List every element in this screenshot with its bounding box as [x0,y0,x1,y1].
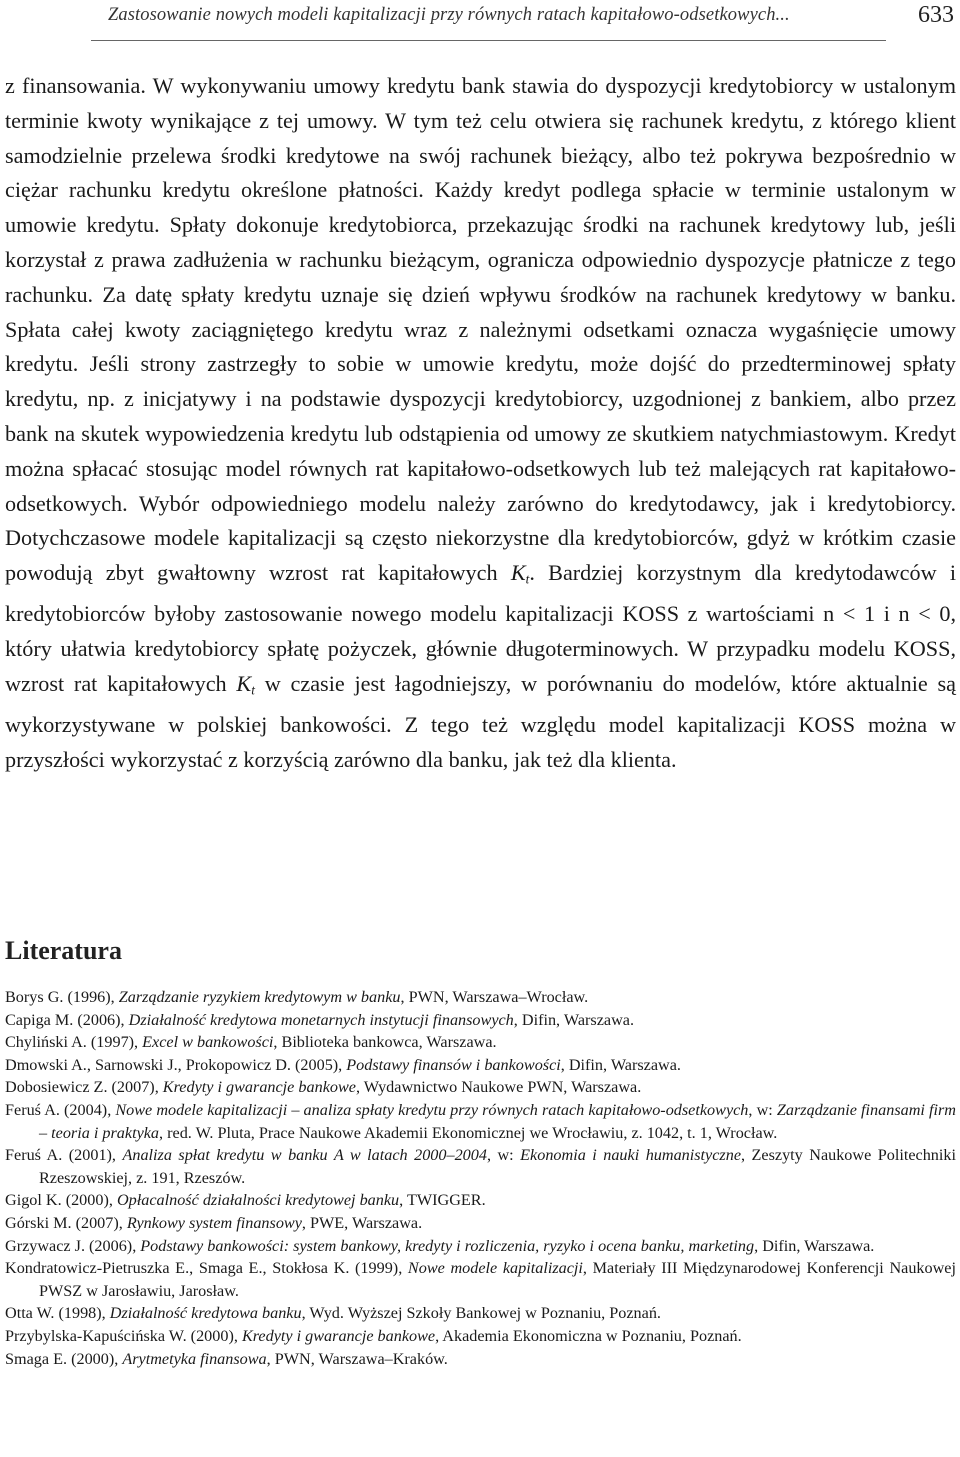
reference-item [5,1031,956,1054]
reference-title: Analiza spłat kredytu w banku A w latach 2000–2004 [122,1146,487,1165]
reference-text: Górski M. (2007), [5,1213,127,1232]
reference-item [5,1212,956,1235]
header-rule [91,40,886,41]
reference-item [5,1076,956,1099]
reference-title: Podstawy finansów i bankowości [346,1055,561,1074]
reference-text: Chyliński A. (1997), [5,1033,143,1052]
running-title: Zastosowanie nowych modeli kapitalizacji przy równych ratach kapitałowo-odsetkowych... [108,5,790,25]
reference-item [5,1257,956,1302]
reference-title: Zarządzanie ryzykiem kredytowym w banku [118,988,401,1006]
reference-item [5,1054,956,1077]
reference-title: Rynkowy system finansowy [126,1213,302,1232]
reference-text: , Difin, Warszawa. [754,1236,875,1255]
reference-list [5,986,956,1370]
reference-item [5,1235,956,1258]
reference-item [5,1325,956,1348]
reference-item [5,1189,956,1212]
reference-item [5,1099,956,1144]
reference-text: , Wydawnictwo Naukowe PWN, Warszawa. [355,1078,642,1097]
literature-heading: Literatura [5,936,122,965]
reference-text: Feruś A. (2001), [5,1146,123,1165]
reference-title: Działalność kredytowa banku [109,1304,302,1323]
paragraph-part-1: z finansowania. W wykonywaniu umowy kredytu bank stawia do dyspozycji kredytobiorcy w ustalonym terminie kwoty wynikające z tej umowy. W tym też celu otwiera się rachunek kredytu, z którego klient samodzielnie przelewa środki kredytowe na swój rachunek bieżący, albo też pokrywa bezpośrednio w ciężar rachunku kredytu określone płatności. Każdy kredyt podlega spłacie w terminie ustalonym w umowie kredytu. Spłaty dokonuje kredytobiorca, przekazując środki na rachunek kredytowy lub, jeśli korzystał z prawa zadłużenia w rachunku bieżącym, ogranicza odpowiednio dyspozycje płatnicze z tego rachunku. Za datę spłaty kredytu uznaje się dzień wpływu środków na rachunek kredytowy w banku. Spłata całej kwoty zaciągniętego kredytu wraz z należnymi odsetkami oznacza wygaśnięcie umowy kredytu. Jeśli strony zastrzegły to sobie w umowie kredytu, może dojść do przedterminowej spłaty kredytu, np. z inicjatywy i na podstawie dyspozycji kredytobiorcy, uzgodnionej z bankiem, albo przez bank na skutek wypowiedzenia kredytu lub odstąpienia od umowy ze skutkiem natychmiastowym. Kredyt można spłacać stosując model równych rat kapitałowo-odsetkowych lub też malejących rat kapitałowo-odsetkowych. Wybór odpowiedniego modelu należy zarówno do kredytodawcy, jak i kredytobiorcy. Dotychczasowe modele kapitalizacji są często niekorzystne dla kredytobiorców, gdyż w krótkim czasie powodują zbyt gwałtowny wzrost rat kapitałowych [5,73,956,586]
reference-text: Smaga E. (2000), [5,1349,123,1368]
reference-title: Działalność kredytowa monetarnych instytucji finansowych [128,1010,514,1029]
reference-text: , Zeszyty Naukowe Politechniki Rzeszowskiej, z. 191, Rzeszów. [39,1146,956,1187]
reference-text: Dmowski A., Sarnowski J., Prokopowicz D. (2005), [5,1055,347,1074]
reference-item [5,986,956,1009]
page-number: 633 [918,2,954,28]
reference-text: , Wyd. Wyższej Szkoły Bankowej w Poznaniu, Poznań. [301,1304,661,1323]
reference-text: Capiga M. (2006), [5,1010,129,1029]
reference-title: Kredyty i gwarancje bankowe [162,1078,356,1097]
reference-text: , Akademia Ekonomiczna w Poznaniu, Poznań. [435,1326,742,1345]
reference-text: Grzywacz J. (2006), [5,1236,141,1255]
reference-text: Feruś A. (2004), [5,1100,116,1119]
page-header [0,0,960,44]
reference-text: , Difin, Warszawa. [513,1010,634,1029]
symbol-K-t: $K_t$ [510,560,530,587]
reference-title: Opłacalność działalności kredytowej banku [116,1191,400,1210]
reference-text: , w: [748,1100,777,1119]
reference-text: , Materiały III Międzynarodowej Konferencji Naukowej PWSZ w Jarosławiu, Jarosław. [39,1259,956,1300]
reference-text: , PWN, Warszawa–Wrocław. [400,988,589,1006]
reference-title: Ekonomia i nauki humanistyczne [520,1146,741,1165]
reference-text: Gigol K. (2000), [5,1191,117,1210]
reference-title: Podstawy bankowości: system bankowy, kredyty i rozliczenia, ryzyko i ocena banku, marketing [140,1236,755,1255]
paragraph-part-3: w czasie jest łagodniejszy, w porównaniu do modelów, które aktualnie są wykorzystywane w polskiej bankowości. Z tego też względu model kapitalizacji KOSS można w przyszłości wykorzystać z korzyścią zarówno dla banku, jak też dla klienta. [5,670,956,772]
paragraph-part-2: . Bardziej korzystnym dla kredytodawców i kredytobiorców byłoby zastosowanie nowego modelu kapitalizacji KOSS z wartościami n < 1 i n < 0, który ułatwia kredytobiorcy spłatę pożyczek, głównie długoterminowych. W przypadku modelu KOSS, wzrost rat kapitałowych [5,560,956,696]
reference-text: , PWE, Warszawa. [301,1213,423,1232]
reference-text: , w: [486,1146,521,1165]
reference-title: Nowe modele kapitalizacji [407,1259,583,1278]
body-paragraph [5,69,956,778]
reference-title: Kredyty i gwarancje bankowe [241,1326,436,1345]
reference-title: Nowe modele kapitalizacji – analiza spłaty kredytu przy równych ratach kapitałowo-odsetkowych [115,1100,749,1119]
reference-text: Otta W. (1998), [5,1304,110,1323]
paragraph-text [5,69,956,778]
reference-text: Kondratowicz-Pietruszka E., Smaga E., Stokłosa K. (1999), [5,1259,408,1278]
reference-text: , PWN, Warszawa–Kraków. [266,1349,448,1368]
reference-item [5,1348,956,1371]
reference-text: , Difin, Warszawa. [560,1055,681,1074]
symbol-K-t: $K_t$ [236,670,255,698]
reference-title: Arytmetyka finansowa [122,1349,267,1368]
reference-item [5,1144,956,1189]
reference-text: Przybylska-Kapuścińska W. (2000), [5,1326,242,1345]
reference-item [5,1302,956,1325]
reference-title: Excel w bankowości [142,1033,274,1052]
reference-text: Borys G. (1996), [5,988,119,1006]
reference-text: , red. W. Pluta, Prace Naukowe Akademii Ekonomicznej we Wrocławiu, z. 1042, t. 1, Wrocław. [159,1123,778,1142]
reference-item [5,1009,956,1032]
reference-text: , Biblioteka bankowca, Warszawa. [273,1033,497,1052]
reference-text: Dobosiewicz Z. (2007), [5,1078,163,1097]
reference-title: Zarządzanie finansami firm – teoria i praktyka [39,1100,956,1142]
reference-text: , TWIGGER. [399,1191,486,1210]
